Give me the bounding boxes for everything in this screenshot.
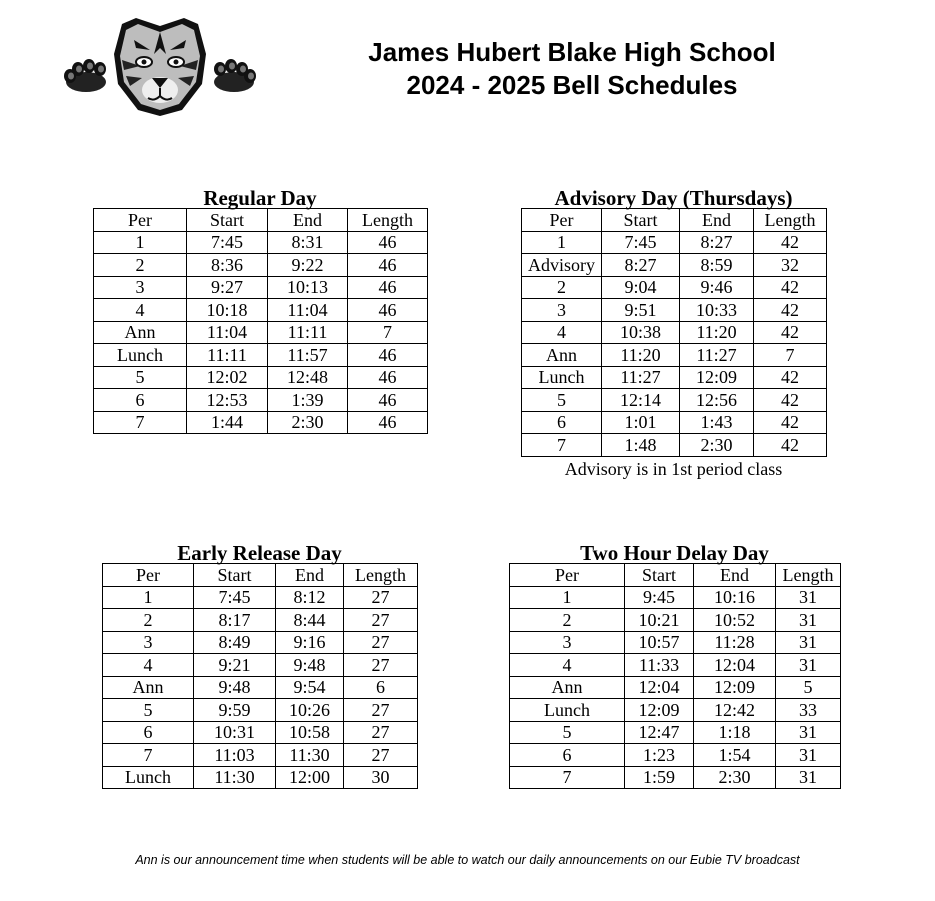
- table-row: [522, 434, 827, 457]
- table-cell: 12:48: [268, 366, 348, 389]
- table-cell: 11:27: [680, 344, 754, 367]
- table-cell: 27: [344, 631, 418, 654]
- table-row: [103, 654, 418, 677]
- table-cell: 9:59: [194, 699, 276, 722]
- column-header: End: [694, 564, 776, 587]
- table-cell: 33: [776, 699, 841, 722]
- table-cell: 2: [94, 254, 187, 277]
- table-cell: Lunch: [103, 766, 194, 789]
- table-cell: 12:56: [680, 389, 754, 412]
- table-cell: 8:17: [194, 609, 276, 632]
- table-cell: 5: [94, 366, 187, 389]
- left-paw: [64, 59, 106, 92]
- column-header: Start: [187, 209, 268, 232]
- table-row: [94, 389, 428, 412]
- table-row: [103, 744, 418, 767]
- table-cell: 11:28: [694, 631, 776, 654]
- table-row: [94, 276, 428, 299]
- table-cell: 27: [344, 654, 418, 677]
- schedule-table: [93, 208, 428, 434]
- table-row: [103, 766, 418, 789]
- table-cell: Advisory: [522, 254, 602, 277]
- column-header: Length: [344, 564, 418, 587]
- early-release-day-schedule: [102, 543, 417, 789]
- table-row: [510, 609, 841, 632]
- table-cell: 46: [348, 344, 428, 367]
- table-cell: Ann: [510, 676, 625, 699]
- table-cell: 1: [522, 231, 602, 254]
- table-cell: 31: [776, 766, 841, 789]
- table-row: [94, 299, 428, 322]
- table-cell: 42: [754, 434, 827, 457]
- table-cell: 7:45: [602, 231, 680, 254]
- table-cell: 7: [103, 744, 194, 767]
- table-row: [94, 321, 428, 344]
- table-cell: 7: [94, 411, 187, 434]
- table-cell: 6: [103, 721, 194, 744]
- table-cell: 10:38: [602, 321, 680, 344]
- table-cell: 42: [754, 411, 827, 434]
- table-cell: 11:57: [268, 344, 348, 367]
- table-cell: 11:04: [187, 321, 268, 344]
- table-cell: 1:59: [625, 766, 694, 789]
- table-cell: 2: [510, 609, 625, 632]
- school-name: James Hubert Blake High School: [368, 37, 776, 67]
- table-cell: 32: [754, 254, 827, 277]
- column-header: Start: [625, 564, 694, 587]
- table-row: [103, 586, 418, 609]
- table-cell: 27: [344, 744, 418, 767]
- table-cell: 1: [510, 586, 625, 609]
- table-row: [522, 231, 827, 254]
- table-cell: 2: [103, 609, 194, 632]
- table-row: [522, 321, 827, 344]
- regular-day-schedule: [93, 188, 427, 434]
- table-cell: 1:43: [680, 411, 754, 434]
- table-cell: 4: [103, 654, 194, 677]
- table-cell: 2:30: [268, 411, 348, 434]
- page-header: [300, 36, 844, 102]
- column-header: End: [680, 209, 754, 232]
- table-row: [510, 699, 841, 722]
- table-cell: 27: [344, 609, 418, 632]
- table-cell: 5: [510, 721, 625, 744]
- table-cell: 3: [510, 631, 625, 654]
- table-cell: 4: [522, 321, 602, 344]
- table-cell: 42: [754, 276, 827, 299]
- table-cell: 31: [776, 586, 841, 609]
- table-cell: 42: [754, 231, 827, 254]
- right-paw: [214, 59, 256, 92]
- table-row: [510, 631, 841, 654]
- table-cell: 10:21: [625, 609, 694, 632]
- table-cell: 7:45: [187, 231, 268, 254]
- table-cell: 3: [522, 299, 602, 322]
- table-cell: 42: [754, 389, 827, 412]
- section-title: Two Hour Delay Day: [580, 541, 769, 565]
- column-header: Per: [94, 209, 187, 232]
- table-cell: 12:04: [694, 654, 776, 677]
- table-cell: 11:30: [276, 744, 344, 767]
- table-cell: 9:27: [187, 276, 268, 299]
- two-hour-delay-day-schedule: [509, 543, 840, 789]
- table-header-row: [522, 209, 827, 232]
- table-cell: 10:13: [268, 276, 348, 299]
- table-cell: 10:26: [276, 699, 344, 722]
- table-cell: 8:31: [268, 231, 348, 254]
- table-cell: 10:33: [680, 299, 754, 322]
- table-row: [522, 411, 827, 434]
- table-cell: 12:04: [625, 676, 694, 699]
- table-cell: 10:52: [694, 609, 776, 632]
- table-cell: 31: [776, 654, 841, 677]
- table-cell: 12:14: [602, 389, 680, 412]
- table-cell: 8:27: [680, 231, 754, 254]
- table-cell: 7: [754, 344, 827, 367]
- table-cell: 11:30: [194, 766, 276, 789]
- table-cell: 27: [344, 721, 418, 744]
- schedule-table: [509, 563, 841, 789]
- table-cell: 6: [94, 389, 187, 412]
- table-row: [94, 344, 428, 367]
- table-cell: 46: [348, 299, 428, 322]
- column-header: Length: [776, 564, 841, 587]
- table-cell: 12:47: [625, 721, 694, 744]
- table-cell: 11:11: [187, 344, 268, 367]
- column-header: End: [276, 564, 344, 587]
- table-cell: 4: [94, 299, 187, 322]
- table-cell: 9:48: [276, 654, 344, 677]
- table-row: [510, 676, 841, 699]
- table-cell: 12:42: [694, 699, 776, 722]
- table-cell: 1:48: [602, 434, 680, 457]
- table-cell: 27: [344, 699, 418, 722]
- table-cell: 12:09: [680, 366, 754, 389]
- table-cell: 27: [344, 586, 418, 609]
- column-header: Per: [510, 564, 625, 587]
- table-cell: 7: [522, 434, 602, 457]
- column-header: Per: [522, 209, 602, 232]
- table-cell: 10:16: [694, 586, 776, 609]
- schedule-table: [521, 208, 827, 457]
- table-cell: 10:57: [625, 631, 694, 654]
- table-cell: 10:58: [276, 721, 344, 744]
- table-cell: 9:21: [194, 654, 276, 677]
- table-cell: 5: [103, 699, 194, 722]
- table-cell: 12:53: [187, 389, 268, 412]
- table-cell: 1:01: [602, 411, 680, 434]
- column-header: Length: [348, 209, 428, 232]
- table-cell: 42: [754, 321, 827, 344]
- table-cell: 6: [522, 411, 602, 434]
- table-cell: Lunch: [94, 344, 187, 367]
- table-cell: 11:20: [602, 344, 680, 367]
- table-cell: 1:54: [694, 744, 776, 767]
- table-cell: 46: [348, 366, 428, 389]
- table-cell: 11:04: [268, 299, 348, 322]
- table-cell: 10:31: [194, 721, 276, 744]
- table-cell: 12:02: [187, 366, 268, 389]
- table-row: [522, 254, 827, 277]
- table-cell: 9:46: [680, 276, 754, 299]
- table-cell: Ann: [103, 676, 194, 699]
- table-cell: 2:30: [694, 766, 776, 789]
- table-cell: 1:44: [187, 411, 268, 434]
- table-cell: Ann: [94, 321, 187, 344]
- column-header: Length: [754, 209, 827, 232]
- table-cell: 5: [522, 389, 602, 412]
- table-cell: Ann: [522, 344, 602, 367]
- table-cell: 9:51: [602, 299, 680, 322]
- table-row: [94, 411, 428, 434]
- table-cell: 46: [348, 411, 428, 434]
- section-title: Advisory Day (Thursdays): [554, 186, 793, 210]
- table-row: [103, 699, 418, 722]
- table-cell: 6: [344, 676, 418, 699]
- table-cell: 1:23: [625, 744, 694, 767]
- schedule-table: [102, 563, 418, 789]
- table-cell: 6: [510, 744, 625, 767]
- table-cell: 11:27: [602, 366, 680, 389]
- table-cell: 3: [103, 631, 194, 654]
- table-cell: 8:27: [602, 254, 680, 277]
- column-header: Start: [602, 209, 680, 232]
- table-row: [510, 744, 841, 767]
- table-cell: 46: [348, 231, 428, 254]
- table-cell: Lunch: [522, 366, 602, 389]
- table-cell: Lunch: [510, 699, 625, 722]
- table-cell: 1: [94, 231, 187, 254]
- table-cell: 1: [103, 586, 194, 609]
- table-cell: 11:20: [680, 321, 754, 344]
- table-cell: 2: [522, 276, 602, 299]
- table-cell: 9:45: [625, 586, 694, 609]
- table-cell: 46: [348, 389, 428, 412]
- table-header-row: [94, 209, 428, 232]
- table-row: [103, 631, 418, 654]
- table-row: [522, 366, 827, 389]
- table-cell: 12:00: [276, 766, 344, 789]
- table-cell: 30: [344, 766, 418, 789]
- table-cell: 31: [776, 721, 841, 744]
- table-header-row: [510, 564, 841, 587]
- table-cell: 2:30: [680, 434, 754, 457]
- table-cell: 9:22: [268, 254, 348, 277]
- table-cell: 7:45: [194, 586, 276, 609]
- table-cell: 8:49: [194, 631, 276, 654]
- page-title: 2024 - 2025 Bell Schedules: [406, 70, 738, 100]
- table-cell: 46: [348, 276, 428, 299]
- table-cell: 11:03: [194, 744, 276, 767]
- table-cell: 8:36: [187, 254, 268, 277]
- table-cell: 31: [776, 631, 841, 654]
- table-cell: 10:18: [187, 299, 268, 322]
- table-cell: 3: [94, 276, 187, 299]
- table-header-row: [103, 564, 418, 587]
- table-cell: 8:59: [680, 254, 754, 277]
- table-cell: 11:11: [268, 321, 348, 344]
- table-row: [94, 366, 428, 389]
- table-cell: 4: [510, 654, 625, 677]
- table-cell: 12:09: [694, 676, 776, 699]
- table-row: [510, 654, 841, 677]
- table-row: [103, 676, 418, 699]
- column-header: Per: [103, 564, 194, 587]
- footer-note: Ann is our announcement time when students will be able to watch our daily announcements on our Eubie TV broadcast: [135, 853, 800, 867]
- table-cell: 42: [754, 366, 827, 389]
- table-cell: 46: [348, 254, 428, 277]
- table-row: [522, 389, 827, 412]
- table-cell: 1:39: [268, 389, 348, 412]
- table-cell: 8:12: [276, 586, 344, 609]
- table-cell: 9:04: [602, 276, 680, 299]
- table-cell: 8:44: [276, 609, 344, 632]
- table-cell: 42: [754, 299, 827, 322]
- table-cell: 7: [348, 321, 428, 344]
- column-header: Start: [194, 564, 276, 587]
- table-cell: 7: [510, 766, 625, 789]
- table-cell: 31: [776, 609, 841, 632]
- table-row: [510, 586, 841, 609]
- table-cell: 9:16: [276, 631, 344, 654]
- table-row: [522, 344, 827, 367]
- table-row: [94, 254, 428, 277]
- table-cell: 9:48: [194, 676, 276, 699]
- table-cell: 9:54: [276, 676, 344, 699]
- section-title: Early Release Day: [177, 541, 342, 565]
- tiger-mascot-icon: [64, 14, 256, 118]
- table-cell: 31: [776, 744, 841, 767]
- table-cell: 11:33: [625, 654, 694, 677]
- table-row: [510, 766, 841, 789]
- table-row: [522, 276, 827, 299]
- table-cell: 1:18: [694, 721, 776, 744]
- table-cell: 5: [776, 676, 841, 699]
- table-row: [522, 299, 827, 322]
- section-title: Regular Day: [203, 186, 317, 210]
- table-row: [103, 609, 418, 632]
- table-row: [510, 721, 841, 744]
- table-row: [103, 721, 418, 744]
- table-cell: 12:09: [625, 699, 694, 722]
- column-header: End: [268, 209, 348, 232]
- advisory-note: Advisory is in 1st period class: [564, 458, 783, 479]
- table-row: [94, 231, 428, 254]
- advisory-day-schedule: [521, 188, 826, 480]
